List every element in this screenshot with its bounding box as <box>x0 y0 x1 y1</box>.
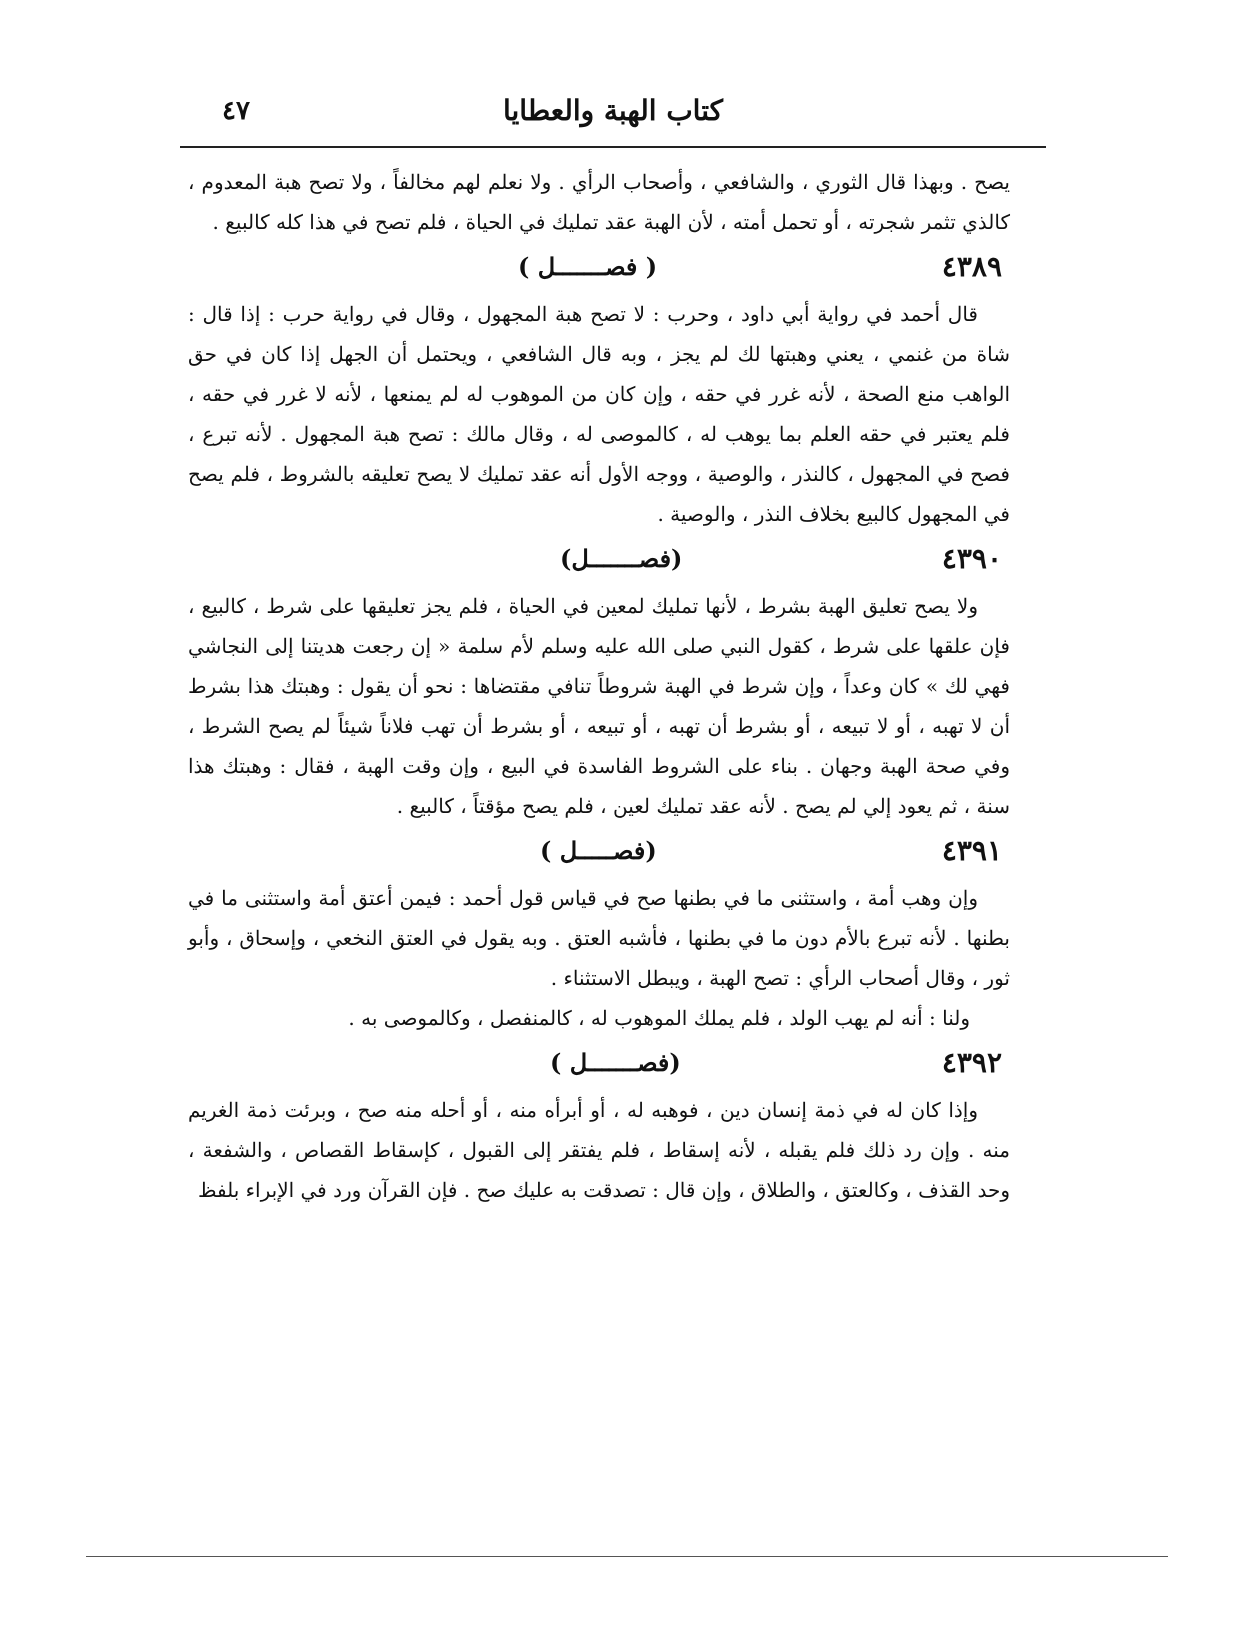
section-heading-4390 <box>188 534 1010 586</box>
section-number: ٤٣٨٩ <box>941 250 1002 283</box>
paragraph-2: قال أحمد في رواية أبي داود ، وحرب : لا تصح هبة المجهول ، وقال في رواية حرب : إذا قال : شاة من غنمي ، يعني وهبتها لك لم يجز ، وبه قال الشافعي ، ويحتمل أن الجهل إذا كان في حق الواهب منع الصحة ، لأنه غرر في حقه ، وإن كان من الموهوب له لم يمنعها ، لأنه لا غرر في حقه ، فلم يعتبر في حقه العلم بما يوهب له ، كالموصى له ، وقال مالك : تصح هبة المجهول . لأنه تبرع ، فصح في المجهول ، كالنذر ، والوصية ، ووجه الأول أنه عقد تمليك لا يصح تعليقه بالشروط ، فلم يصح في المجهول كالبيع بخلاف النذر ، والوصية . <box>188 302 1010 526</box>
paragraph-4: وإن وهب أمة ، واستثنى ما في بطنها صح في قياس قول أحمد : فيمن أعتق أمة واستثنى ما في بطنها . لأنه تبرع بالأم دون ما في بطنها ، فأشبه العتق . وبه يقول في العتق النخعي ، وإسحاق ، وأبو ثور ، وقال أصحاب الرأي : تصح الهبة ، ويبطل الاستثناء . <box>188 886 1010 990</box>
paragraph-1: يصح . وبهذا قال الثوري ، والشافعي ، وأصحاب الرأي . ولا نعلم لهم مخالفاً ، ولا تصح هبة المعدوم ، كالذي تثمر شجرته ، أو تحمل أمته ، لأن الهبة عقد تمليك في الحياة ، فلم تصح في هذا كله كالبيع . <box>188 170 1010 234</box>
footer-rule <box>86 1556 1168 1557</box>
section-heading-4391 <box>188 826 1010 878</box>
paragraph-6: وإذا كان له في ذمة إنسان دين ، فوهبه له ، أو أبرأه منه ، أو أحله منه صح ، وبرئت ذمة الغريم منه . وإن رد ذلك فلم يقبله ، لأنه إسقاط ، فلم يفتقر إلى القبول ، كإسقاط القصاص ، والشفعة ، وحد القذف ، وكالعتق ، والطلاق ، وإن قال : تصدقت به عليك صح . فإن القرآن ورد في الإبراء بلفظ <box>188 1098 1010 1202</box>
section-label: ( فصـــــــل ) <box>518 252 658 281</box>
page-body <box>188 162 1010 1210</box>
header-rule <box>180 146 1046 148</box>
running-title: كتاب الهبة والعطايا <box>502 94 723 127</box>
section-number: ٤٣٩٠ <box>941 542 1002 575</box>
paragraph-3: ولا يصح تعليق الهبة بشرط ، لأنها تمليك لمعين في الحياة ، فلم يجز تعليقها على شرط ، كالبيع ، فإن علقها على شرط ، كقول النبي صلى الله عليه وسلم لأم سلمة « إن رجعت هديتنا إلى النجاشي فهي لك » كان وعداً ، وإن شرط في الهبة شروطاً تنافي مقتضاها : نحو أن يقول : وهبتك هذا بشرط أن لا تهبه ، أو لا تبيعه ، أو بشرط أن تهبه ، أو تبيعه ، أو بشرط أن تهب فلاناً شيئاً لم يصح الشرط ، وفي صحة الهبة وجهان . بناء على الشروط الفاسدة في البيع ، وإن وقت الهبة ، فقال : وهبتك هذا سنة ، ثم يعود إلي لم يصح . لأنه عقد تمليك لعين ، فلم يصح مؤقتاً ، كالبيع . <box>188 594 1010 818</box>
section-heading-4392 <box>188 1038 1010 1090</box>
section-number: ٤٣٩١ <box>941 834 1002 867</box>
section-label: (فصـــــــل ) <box>550 1048 681 1077</box>
paragraph-5: ولنا : أنه لم يهب الولد ، فلم يملك الموهوب له ، كالمنفصل ، وكالموصى به . <box>348 1006 970 1030</box>
page-number: ٤٧ <box>222 96 250 126</box>
section-label: (فصـــــل ) <box>540 836 657 865</box>
section-label: (فصـــــــل) <box>560 544 683 573</box>
section-number: ٤٣٩٢ <box>941 1046 1002 1079</box>
page-header <box>180 92 1046 136</box>
section-heading-4389 <box>188 242 1010 294</box>
